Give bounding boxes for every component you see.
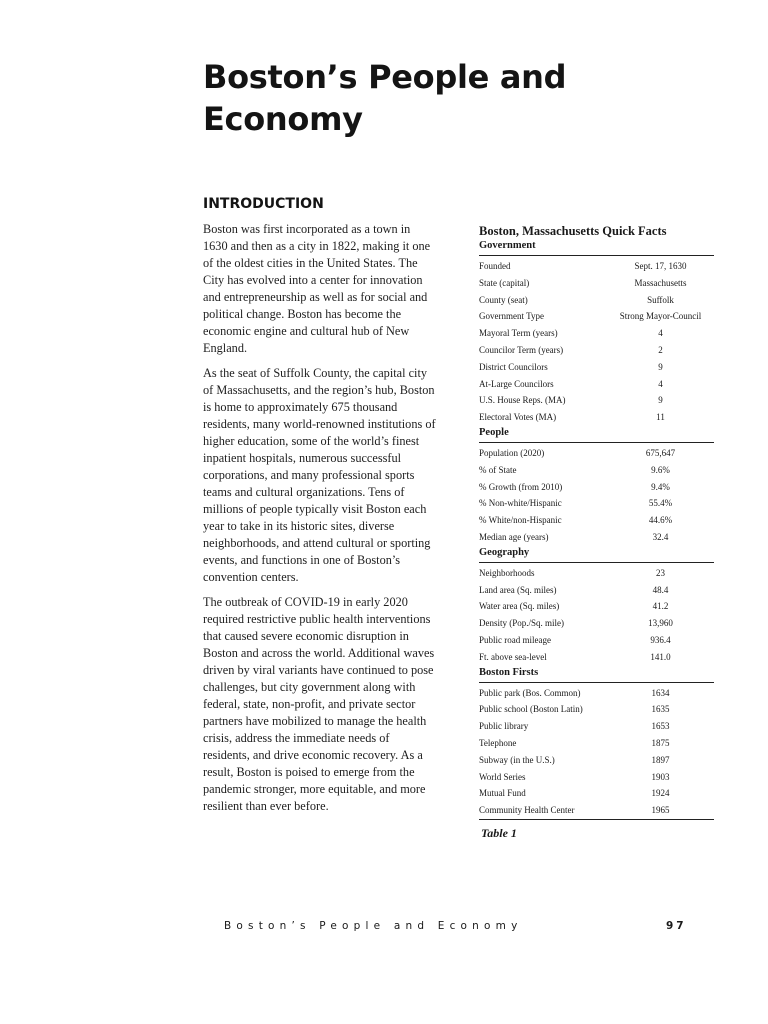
table-row — [479, 582, 714, 599]
table-row — [479, 615, 714, 632]
quick-facts-section — [479, 239, 714, 426]
table-row — [479, 376, 714, 393]
table-row — [479, 685, 714, 702]
row-label: Public school (Boston Latin) — [479, 704, 583, 715]
row-label: County (seat) — [479, 294, 528, 305]
body-text — [203, 221, 437, 823]
row-label: State (capital) — [479, 277, 530, 288]
table-row — [479, 292, 714, 309]
row-value: 48.4 — [652, 584, 669, 595]
table-row — [479, 359, 714, 376]
row-value: 1897 — [651, 754, 670, 765]
row-value: 44.6% — [648, 515, 673, 526]
row-label: Public road mileage — [479, 634, 551, 645]
section-header: Government — [479, 239, 714, 256]
quick-facts-title: Boston, Massachusetts Quick Facts — [479, 224, 667, 238]
table-row — [479, 512, 714, 529]
section-header: People — [479, 426, 714, 443]
footer-title: Boston’s People and Economy — [224, 920, 523, 932]
row-value: Massachusetts — [634, 277, 687, 288]
row-value: Suffolk — [647, 294, 674, 305]
paragraph: Boston was first incorporated as a town in 1630 and then as a city in 1822, making it one of the oldest cities in the United States. The City has evolved into a center for innovation and entrepreneurship as well as for social and political change. Boston has become the economic engine and cultural hub of New England. — [203, 222, 431, 355]
table-row — [479, 495, 714, 512]
row-label: District Councilors — [479, 361, 548, 372]
table-caption: Table 1 — [481, 826, 517, 840]
row-value: 9.6% — [651, 464, 670, 475]
row-value: 4 — [658, 378, 663, 389]
row-value: 1924 — [651, 788, 670, 799]
row-label: Public library — [479, 721, 529, 732]
row-value: 23 — [656, 567, 665, 578]
row-value: Strong Mayor-Council — [619, 311, 702, 322]
row-label: Subway (in the U.S.) — [479, 754, 555, 765]
row-value: 1903 — [651, 771, 670, 782]
section-header: Geography — [479, 546, 714, 563]
table-row — [479, 275, 714, 292]
section-header: Boston Firsts — [479, 666, 714, 683]
section-heading: INTRODUCTION — [203, 196, 324, 212]
table-row — [479, 718, 714, 735]
quick-facts-table — [479, 223, 714, 820]
row-value: 11 — [656, 412, 665, 423]
row-label: Public park (Bos. Common) — [479, 687, 581, 698]
table-row — [479, 735, 714, 752]
table-row — [479, 308, 714, 325]
row-label: % White/non-Hispanic — [479, 515, 562, 526]
row-value: 1875 — [651, 737, 670, 748]
table-row — [479, 565, 714, 582]
page-number: 97 — [666, 920, 687, 932]
table-row — [479, 752, 714, 769]
table-row — [479, 632, 714, 649]
table-row — [479, 462, 714, 479]
table-row — [479, 445, 714, 462]
quick-facts-section — [479, 426, 714, 546]
table-row — [479, 785, 714, 802]
row-label: % Growth (from 2010) — [479, 481, 563, 492]
row-label: Government Type — [479, 311, 544, 322]
table-row — [479, 649, 714, 666]
row-value: 32.4 — [652, 531, 669, 542]
row-value: 1653 — [651, 721, 670, 732]
table-row — [479, 258, 714, 275]
table-row — [479, 409, 714, 426]
table-row — [479, 701, 714, 718]
row-value: Sept. 17, 1630 — [634, 261, 687, 271]
row-value: 2 — [658, 344, 663, 355]
row-label: Ft. above sea-level — [479, 651, 547, 662]
table-row — [479, 769, 714, 786]
row-label: % of State — [479, 464, 517, 475]
row-label: Councilor Term (years) — [479, 344, 564, 355]
quick-facts-sections — [479, 239, 714, 820]
table-row — [479, 342, 714, 359]
row-value: 936.4 — [650, 634, 671, 645]
paragraph: As the seat of Suffolk County, the capital city of Massachusetts, and the region’s hub, Boston is home to approximately 675 thousand residents, many world-renowned institutions of higher education, some of the world’s finest inpatient hospitals, numerous successful corporations, and many professional sports teams and cultural organizations. Tens of millions of people typically visit Boston each year to take in its historic sites, diverse neighborhoods, and attend cultural or sporting events, and functions in one of Boston’s convention centers. — [203, 366, 436, 584]
quick-facts-section — [479, 666, 714, 820]
paragraph: The outbreak of COVID-19 in early 2020 required restrictive public health interventions that caused severe economic disruption in Boston and across the world. Additional waves driven by viral variants have continued to pose challenges, but city government along with federal, state, non-profit, and private sector partners have mobilized to manage the health crisis, address the immediate needs of residents, and drive economic recovery. As a result, Boston is poised to emerge from the pandemic stronger, more equitable, and more resilient than ever before. — [203, 595, 435, 813]
table-row — [479, 598, 714, 615]
row-value: 141.0 — [650, 651, 671, 662]
row-label: Founded — [479, 261, 511, 271]
row-label: At-Large Councilors — [479, 378, 554, 389]
row-value: 9 — [658, 361, 663, 372]
row-label: U.S. House Reps. (MA) — [479, 395, 566, 406]
row-label: World Series — [479, 771, 526, 782]
row-label: Electoral Votes (MA) — [479, 412, 557, 423]
row-label: Water area (Sq. miles) — [479, 601, 560, 612]
row-label: Mayoral Term (years) — [479, 328, 558, 339]
row-value: 9.4% — [651, 481, 670, 492]
row-value: 675,647 — [645, 447, 676, 458]
row-label: Community Health Center — [479, 805, 575, 816]
row-label: Neighborhoods — [479, 567, 535, 578]
row-value: 1965 — [651, 805, 670, 816]
row-label: Median age (years) — [479, 531, 549, 542]
row-value: 4 — [658, 328, 663, 339]
row-value: 1635 — [651, 704, 670, 715]
row-value: 9 — [658, 395, 663, 406]
table-row — [479, 529, 714, 546]
page-title: Boston’s People and Economy — [203, 58, 567, 138]
row-label: Mutual Fund — [479, 788, 526, 799]
table-row — [479, 802, 714, 819]
row-value: 41.2 — [652, 601, 669, 612]
row-value: 55.4% — [648, 498, 673, 509]
row-value: 13,960 — [648, 618, 673, 629]
row-label: % Non-white/Hispanic — [479, 498, 562, 509]
row-value: 1634 — [651, 687, 670, 698]
table-row — [479, 325, 714, 342]
row-label: Land area (Sq. miles) — [479, 584, 557, 595]
row-label: Telephone — [479, 737, 517, 748]
quick-facts-section — [479, 546, 714, 666]
table-row — [479, 392, 714, 409]
row-label: Density (Pop./Sq. mile) — [479, 618, 564, 629]
table-row — [479, 479, 714, 496]
row-label: Population (2020) — [479, 447, 545, 458]
